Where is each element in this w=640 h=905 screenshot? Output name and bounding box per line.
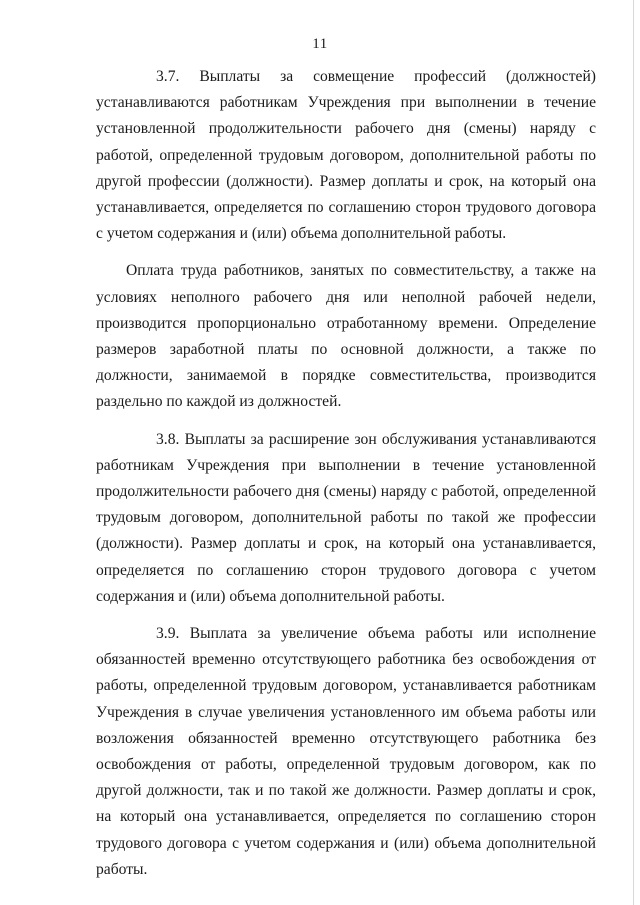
paragraph-3-7 xyxy=(96,64,596,247)
paragraph-text: Оплата труда работников, занятых по совместительству, а также на условиях неполного рабочего дня или неполной рабочей недели, производится пропорционально отработанному времени. Определение размеров заработной платы по основной должности, а также по должности, занимаемой в порядке совместительства, производится раздельно по каждой из должностей. xyxy=(96,262,596,411)
page-number: 11 xyxy=(312,36,328,52)
paragraph-text: Выплата за увеличение объема работы или исполнение обязанностей временно отсутствующего работника без освобождения от работы, определенной трудовым договором, устанавливается работникам Учреждения в случае увеличения установленного им объема работы или возложения обязанностей временно отсутствующего работника без освобождения от работы, определенной трудовым договором, как по другой должности, так и по такой же должности. Размер доплаты и срок, на который она устанавливается, определяется по соглашению сторон трудового договора с учетом содержания и (или) объема дополнительной работы. xyxy=(96,625,596,878)
paragraph-number: 3.9. xyxy=(156,625,180,643)
document-body xyxy=(96,64,596,894)
paragraph-number: 3.7. xyxy=(156,68,180,85)
paragraph-text: Выплаты за совмещение профессий (должностей) устанавливаются работникам Учреждения при выполнении в течение установленной продолжительности рабочего дня (смены) наряду с работой, определенной трудовым договором, дополнительной работы по другой профессии (должности). Размер доплаты и срок, на который она устанавливается, определяется по соглашению сторон трудового договора с учетом содержания и (или) объема дополнительной работы. xyxy=(96,68,596,243)
scan-edge-line xyxy=(633,0,634,905)
paragraph-number: 3.8. xyxy=(156,430,180,448)
paragraph-3-9 xyxy=(96,621,596,883)
paragraph-3-8 xyxy=(96,427,596,610)
paragraph-text: Выплаты за расширение зон обслуживания устанавливаются работникам Учреждения при выполнении в течение установленной продолжительности рабочего дня (смены) наряду с работой, определенной трудовым договором, дополнительной работы по такой же профессии (должности). Размер доплаты и срок, на который она устанавливается, определяется по соглашению сторон трудового договора с учетом содержания и (или) объема дополнительной работы. xyxy=(96,430,596,605)
paragraph-part-time-pay xyxy=(96,258,596,415)
